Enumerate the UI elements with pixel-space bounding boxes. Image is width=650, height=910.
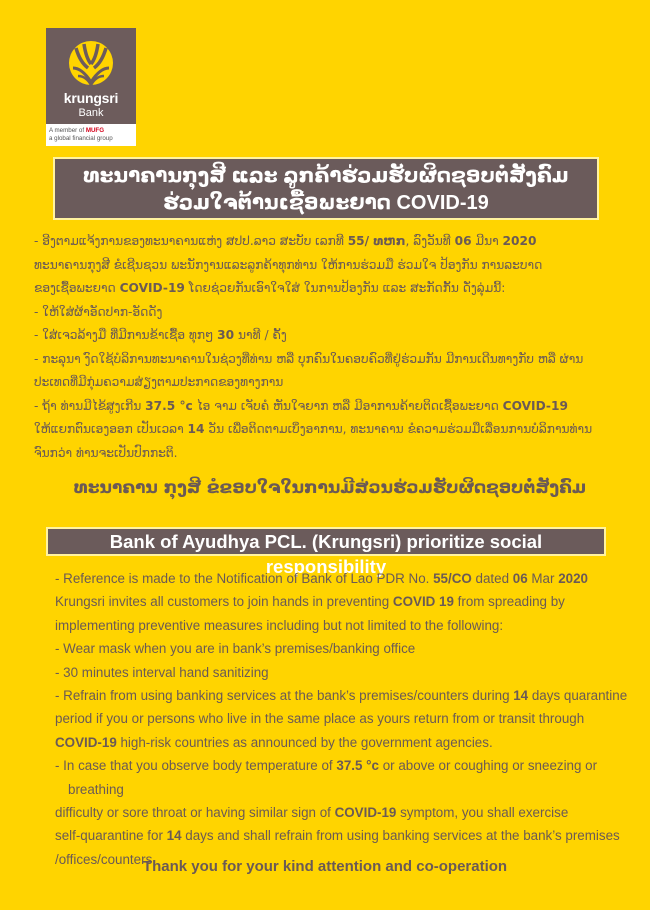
krungsri-logo (46, 28, 136, 146)
en-item-mask: - Wear mask when you are in bank’s premises/banking office (55, 641, 416, 657)
lao-item-reference (34, 230, 634, 301)
ref-number: 55/ ທຫກ (347, 234, 406, 248)
text-line (55, 801, 635, 824)
mufg-mark: MUFG (85, 127, 105, 134)
text-line (55, 824, 635, 847)
interval-minutes: 30 (217, 328, 235, 342)
ref-number: 55/CO (433, 571, 472, 586)
text-line (55, 590, 635, 613)
text: /offices/counters (55, 851, 153, 867)
text: , ລົງວັນທີ (405, 234, 455, 248)
text: - ກະລຸນາ ງົດໃຊ້ບໍລິການທະນາຄານໃນຊ່ວງທີ່ທ່ານ ຫລື ບຸກຄົນໃນຄອບຄົວທີ່ຢູ່ຮ່ວມກັນ ມີການເດີນທາງກັບ ຫລື ຜ່ານ (34, 351, 584, 366)
text: implementing preventive measures including but not limited to the following: (55, 617, 504, 633)
quarantine-days: 14 (513, 688, 529, 704)
text: - ອີງຕາມແຈ້ງການຂອງທະນາຄານແຫ່ງ ສປປ.ລາວ ສະບັບ ເລກທີ (34, 234, 348, 248)
member-subtext: a global financial group (49, 135, 113, 142)
lao-item-mask: - ໃຫ້ໃສ່ຜ້າອັດປາກ-ອັດດັງ (34, 304, 163, 319)
logo-sub: Bank (78, 107, 104, 119)
text: ໃຫ້ແຍກຕົນເອງອອກ ເປັນເວລາ (34, 422, 188, 436)
english-title-banner: Bank of Ayudhya PCL. (Krungsri) prioritize social responsibility (46, 527, 606, 556)
quarantine-days: 14 (166, 828, 182, 844)
text: or above or coughing or sneezing or breathing (68, 758, 598, 797)
en-item-temperature (55, 754, 635, 871)
text: days quarantine (528, 688, 628, 704)
text: Mar (527, 571, 559, 586)
text: period if you or persons who live in the same place as yours return from or transit through (55, 711, 585, 727)
text: - ຖ້າ ທ່ານມີໄຂ້ສູງເກີນ (34, 398, 146, 413)
lao-item-sanitize (34, 324, 634, 348)
logo-brand: krungsri (63, 90, 119, 106)
krungsri-emblem-icon (66, 38, 116, 88)
ref-year: 2020 (502, 234, 537, 248)
text: Krungsri invites all customers to join hands in preventing (55, 594, 393, 610)
text-line (34, 277, 634, 301)
text: dated (471, 571, 513, 586)
member-text: A member of (49, 127, 85, 134)
covid-label: COVID-19 (334, 805, 397, 821)
text: ໄອ ຈາມ ເຈັບຄໍ ຫັນໃຈຍາກ ຫລື ມີອາການຄ້າຍຕິດເຊື້ອພະຍາດ (192, 398, 503, 413)
temperature: 37.5 °c (145, 398, 193, 413)
text-line (55, 731, 635, 754)
covid-label: COVID 19 (392, 594, 454, 610)
text: - Reference is made to the Notification of Bank of Lao PDR No. (55, 571, 434, 586)
mufg-member-tag (46, 124, 136, 146)
text: from spreading by (453, 594, 565, 610)
lao-title-banner (53, 157, 599, 220)
temperature: 37.5 °c (336, 758, 379, 774)
english-thanks-footer: Thank you for your kind attention and co-operation (142, 858, 508, 875)
quarantine-days: 14 (187, 422, 205, 436)
text: self-quarantine for (55, 828, 167, 844)
text: days and shall refrain from using banking services at the bank’s premises (181, 828, 620, 844)
covid-label: COVID-19 (55, 734, 117, 750)
text: - Refrain from using banking services at the bank’s premises/counters during (55, 688, 514, 704)
text: difficulty or sore throat or having similar sign of (55, 805, 335, 821)
ref-year: 2020 (558, 571, 588, 586)
covid-label: COVID-19 (119, 281, 185, 295)
lao-notice-list (34, 230, 634, 465)
en-item-refrain (55, 684, 635, 754)
text: ນາທີ / ຄັ້ງ (234, 328, 287, 342)
lao-thanks-heading: ທະນາຄານ ກຸງສີ ຂໍຂອບໃຈໃນການມີສ່ວນຮ່ວມຮັບຜິດຊອບຕໍ່ສັງຄົມ (73, 478, 587, 498)
text: high-risk countries as announced by the government agencies. (116, 734, 493, 750)
text: symptom, you shall exercise (396, 805, 569, 821)
lao-title-line2: ຮ່ວມໃຈຕ້ານເຊື້ອພະຍາດ COVID-19 (163, 192, 489, 214)
text: ມີນາ (471, 234, 503, 248)
ref-day: 06 (512, 571, 528, 586)
text: ທະນາຄານກຸງສີ ຂໍເຊີນຊວນ ພະນັກງານແລະລູກຄ້າທຸກທ່ານ ໃຫ້ການຮ່ວມມື ຮ່ວມໃຈ ປ້ອງກັນ ການລະບາດ (34, 257, 543, 272)
text: ໂດຍຊ່ວຍກັນເອົາໃຈໃສ່ ໃນການປ້ອງກັນ ແລະ ສະກັດກັ້ນ ດັ່ງລຸ່ມນີ້: (184, 281, 506, 295)
ref-day: 06 (454, 234, 472, 248)
en-item-reference (55, 567, 635, 637)
text-line (34, 418, 634, 442)
text: ປະເທດທີ່ມີກຸ່ມຄວາມສ່ຽງຕາມປະກາດຂອງທາງການ (34, 375, 284, 389)
lao-item-temperature (34, 395, 634, 466)
en-item-sanitize: - 30 minutes interval hand sanitizing (55, 664, 269, 680)
english-notice-list (55, 567, 635, 871)
text: ຈົນກວ່າ ທ່ານຈະເປັນປົກກະຕິ. (34, 445, 178, 460)
text: ວັນ ເພື່ອຕິດຕາມເບິ່ງອາການ, ທະນາຄານ ຂໍຄວາມຮ່ວມມືເລື່ອນການບໍລິການທ່ານ (204, 422, 593, 436)
lao-item-refrain (34, 348, 634, 395)
lao-title-line1: ທະນາຄານກຸງສີ ແລະ ລູກຄ້າຮ່ວມຮັບຜິດຊອບຕໍ່ສັງຄົມ (83, 165, 569, 187)
text: ຂອງເຊື້ອພະຍາດ (34, 281, 120, 295)
covid-label: COVID-19 (502, 398, 568, 413)
text: - In case that you observe body temperature of (55, 758, 337, 774)
text: - ໃສ່ເຈວລ້າງມື ທີ່ມີການຂ້າເຊື້ອ ທຸກໆ (34, 328, 218, 342)
